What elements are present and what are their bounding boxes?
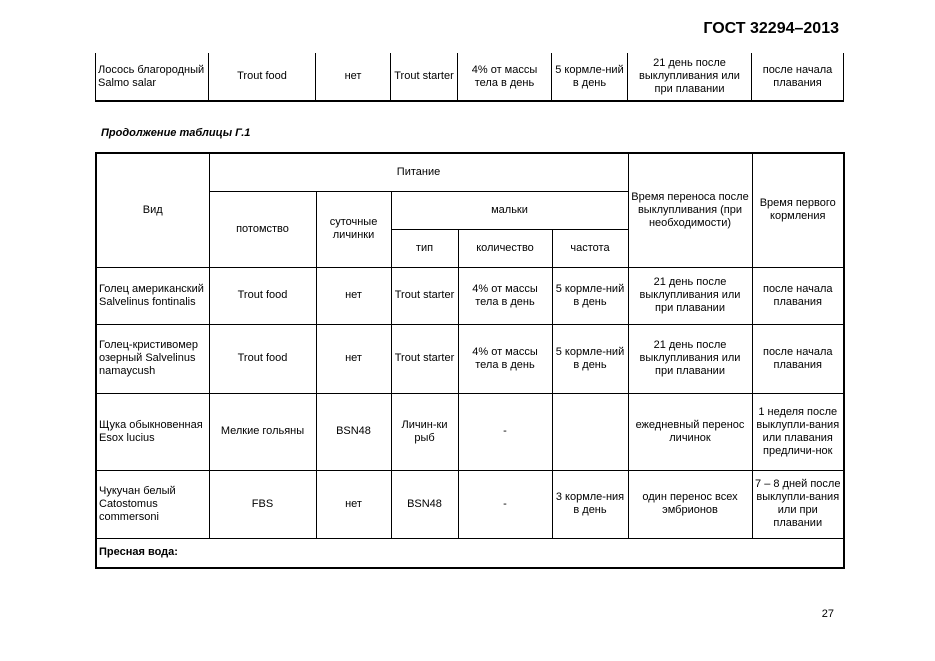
table-caption: Продолжение таблицы Г.1 <box>101 127 251 139</box>
fry-amount-cell: - <box>458 393 552 470</box>
species-cell: Щука обыкновенная Esox lucius <box>96 393 209 470</box>
transfer-cell: 21 день после выклупливания или при плавании <box>628 267 752 324</box>
header-row <box>96 153 844 191</box>
first-feeding-cell: 1 неделя после выклупли-вания или плавания предличи-нок <box>752 393 844 470</box>
offspring-cell: Мелкие гольяны <box>209 393 316 470</box>
fry-type-cell: Личин-ки рыб <box>391 393 458 470</box>
table-row <box>96 53 844 101</box>
table-continuation-row <box>95 53 844 102</box>
section-row <box>96 538 844 568</box>
fry-amount-cell: 4% от массы тела в день <box>458 267 552 324</box>
fry-frequency-cell <box>552 393 628 470</box>
header-fry-type: тип <box>391 229 458 267</box>
standard-header: ГОСТ 32294–2013 <box>703 20 839 37</box>
fry-frequency-cell: 5 кормле-ний в день <box>552 53 628 101</box>
header-nutrition: Питание <box>209 153 628 191</box>
section-label: Пресная вода: <box>96 538 844 568</box>
transfer-cell: ежедневный перенос личинок <box>628 393 752 470</box>
daily-larvae-cell: нет <box>316 53 391 101</box>
fry-amount-cell: 4% от массы тела в день <box>458 53 552 101</box>
header-first-feeding: Время первого кормления <box>752 153 844 267</box>
species-cell: Голец-кристивомер озерный Salvelinus namaycush <box>96 324 209 393</box>
page-number: 27 <box>821 608 834 620</box>
header-fry-amount: количество <box>458 229 552 267</box>
first-feeding-cell: после начала плавания <box>752 324 844 393</box>
header-fry-frequency: частота <box>552 229 628 267</box>
header-offspring: потомство <box>209 191 316 267</box>
first-feeding-cell: 7 – 8 дней после выклупли-вания или при плавании <box>752 470 844 538</box>
daily-larvae-cell: нет <box>316 324 391 393</box>
header-transfer: Время переноса после выклупливания (при необходимости) <box>628 153 752 267</box>
fry-amount-cell: 4% от массы тела в день <box>458 324 552 393</box>
first-feeding-cell: после начала плавания <box>752 267 844 324</box>
fry-type-cell: Trout starter <box>391 53 458 101</box>
table-row <box>96 470 844 538</box>
table-row <box>96 393 844 470</box>
fry-frequency-cell: 3 кормле-ния в день <box>552 470 628 538</box>
fry-type-cell: Trout starter <box>391 267 458 324</box>
species-cell: Чукучан белый Catostomus commersoni <box>96 470 209 538</box>
fry-type-cell: BSN48 <box>391 470 458 538</box>
fry-frequency-cell: 5 кормле-ний в день <box>552 267 628 324</box>
header-fry: мальки <box>391 191 628 229</box>
daily-larvae-cell: нет <box>316 470 391 538</box>
daily-larvae-cell: BSN48 <box>316 393 391 470</box>
offspring-cell: FBS <box>209 470 316 538</box>
fry-frequency-cell: 5 кормле-ний в день <box>552 324 628 393</box>
species-cell: Лосось благородный Salmo salar <box>96 53 209 101</box>
daily-larvae-cell: нет <box>316 267 391 324</box>
transfer-cell: 21 день после выклупливания или при плавании <box>628 53 752 101</box>
offspring-cell: Trout food <box>209 53 316 101</box>
table-row <box>96 267 844 324</box>
fry-amount-cell: - <box>458 470 552 538</box>
header-species: Вид <box>96 153 209 267</box>
transfer-cell: 21 день после выклупливания или при плавании <box>628 324 752 393</box>
offspring-cell: Trout food <box>209 324 316 393</box>
offspring-cell: Trout food <box>209 267 316 324</box>
feeding-table <box>95 152 845 569</box>
header-daily-larvae: суточные личинки <box>316 191 391 267</box>
transfer-cell: один перенос всех эмбрионов <box>628 470 752 538</box>
first-feeding-cell: после начала плавания <box>752 53 844 101</box>
table-row <box>96 324 844 393</box>
fry-type-cell: Trout starter <box>391 324 458 393</box>
species-cell: Голец американский Salvelinus fontinalis <box>96 267 209 324</box>
